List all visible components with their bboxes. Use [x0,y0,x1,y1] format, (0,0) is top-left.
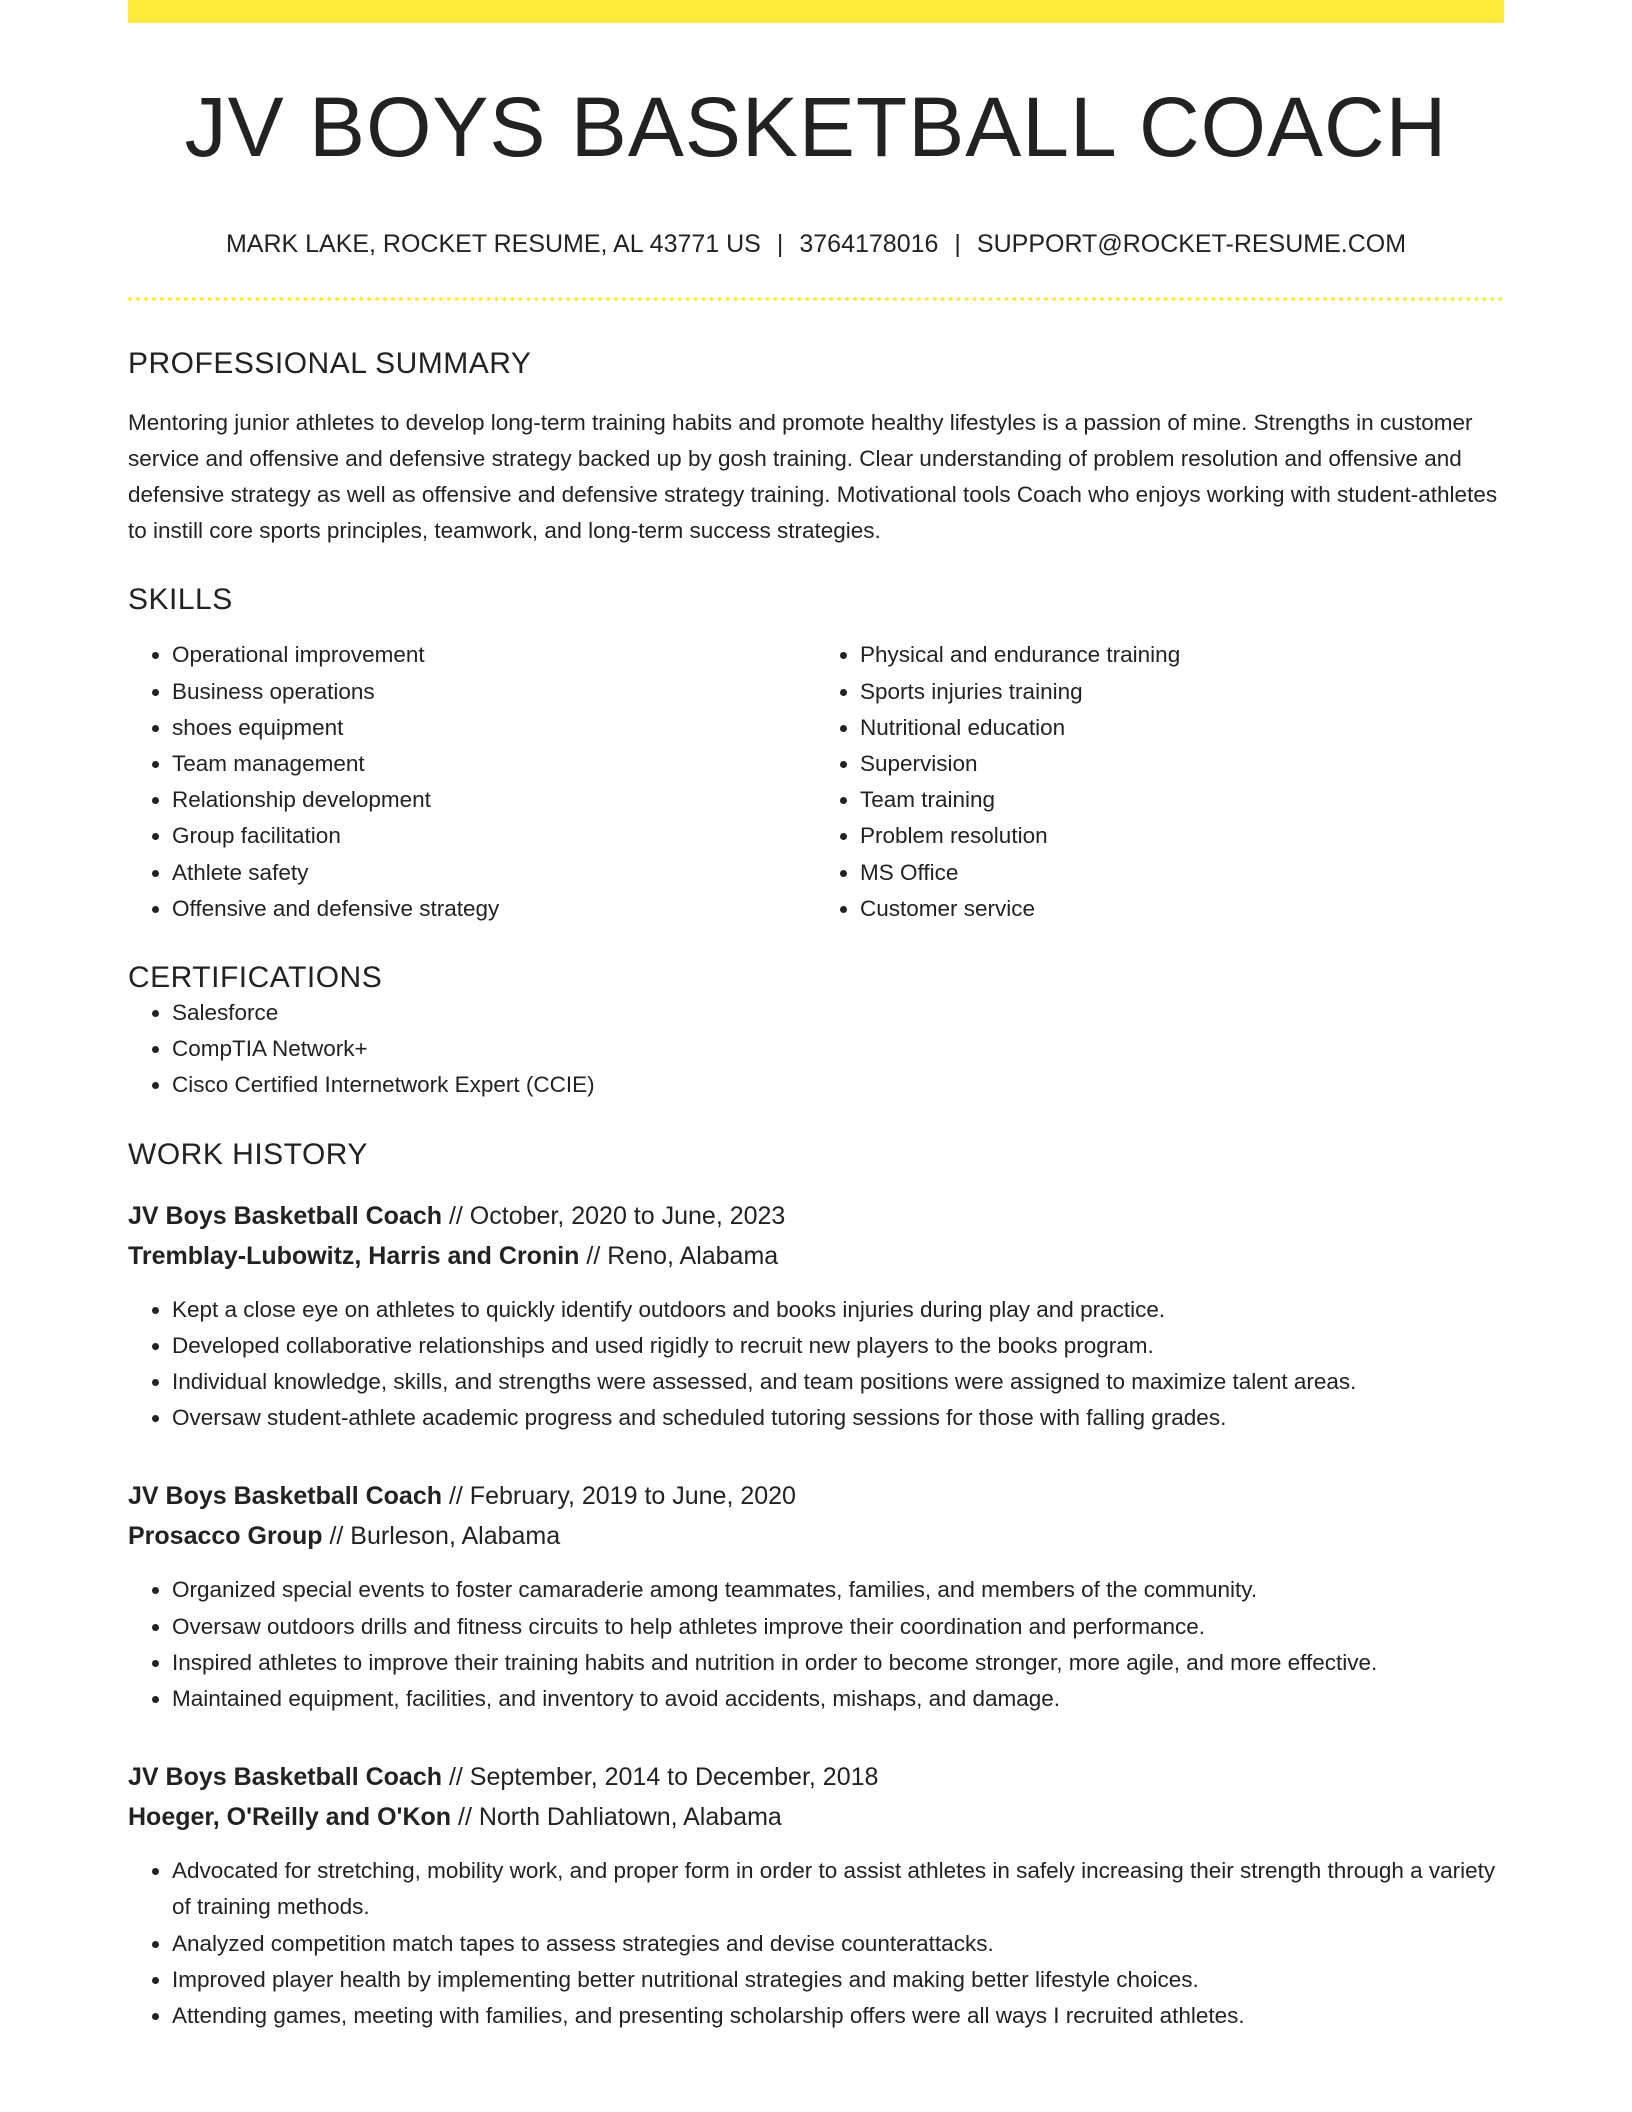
job-bullet: • Analyzed competition match tapes to assess strategies and devise counterattacks. [172,1926,1504,1962]
skill-item: • Team training [860,782,1504,818]
job-bullets [128,1853,1504,2034]
job-bullet: • Oversaw outdoors drills and fitness circuits to help athletes improve their coordination and performance. [172,1609,1504,1645]
job-location: // Burleson, Alabama [329,1522,561,1551]
job-bullet: • Organized special events to foster camaraderie among teammates, families, and members of the community. [172,1572,1504,1608]
job-company-line [128,1236,1504,1276]
job-title: JV Boys Basketball Coach [128,1201,443,1230]
skill-item: • Team management [172,746,816,782]
job-title-line [128,1476,1504,1516]
job-bullet: • Inspired athletes to improve their training habits and nutrition in order to become stronger, more agile, and more effective. [172,1645,1504,1681]
job-company: Prosacco Group [128,1522,323,1551]
contact-phone: 3764178016 [799,230,939,259]
job-company-line [128,1797,1504,1837]
resume-title: JV BOYS BASKETBALL COACH [184,80,1448,174]
skills-heading: SKILLS [128,583,233,617]
job-title: JV Boys Basketball Coach [128,1482,443,1511]
certification-item: • Cisco Certified Internetwork Expert (CCIE) [172,1067,1504,1103]
certifications-section [128,961,1504,1104]
dotted-divider [128,297,1504,301]
job-dates: // February, 2019 to June, 2020 [448,1482,796,1511]
skills-right-list [816,637,1504,927]
certification-item: • CompTIA Network+ [172,1031,1504,1067]
job-title-line [128,1757,1504,1797]
skill-item: • Nutritional education [860,710,1504,746]
job-bullet: • Kept a close eye on athletes to quickly identify outdoors and books injuries during play and practice. [172,1292,1504,1328]
job-company: Hoeger, O'Reilly and O'Kon [128,1803,452,1832]
skill-item: • Operational improvement [172,637,816,673]
skill-item: • Physical and endurance training [860,637,1504,673]
job-bullet: • Developed collaborative relationships and used rigidly to recruit new players to the books program. [172,1328,1504,1364]
skill-item: • Offensive and defensive strategy [172,891,816,927]
job-bullet: • Individual knowledge, skills, and strengths were assessed, and team positions were assigned to maximize talent areas. [172,1364,1504,1400]
job-bullet: • Advocated for stretching, mobility work, and proper form in order to assist athletes in safely increasing their strength through a variety of training methods. [172,1853,1504,1925]
job-bullets [128,1292,1504,1437]
job-company: Tremblay-Lubowitz, Harris and Cronin [128,1241,580,1270]
summary-section [128,347,1504,549]
skill-item: • MS Office [860,855,1504,891]
job-title-line [128,1196,1504,1236]
job-bullet: • Attending games, meeting with families, and presenting scholarship offers were all ways I recruited athletes. [172,1998,1504,2034]
job-location: // Reno, Alabama [586,1241,779,1270]
contact-email[interactable]: SUPPORT@ROCKET-RESUME.COM [976,230,1407,259]
skill-item: • Problem resolution [860,818,1504,854]
skill-item: • Supervision [860,746,1504,782]
job-bullets [128,1572,1504,1717]
job-title: JV Boys Basketball Coach [128,1763,443,1792]
summary-text: Mentoring junior athletes to develop long-term training habits and promote healthy lifestyles is a passion of mine. Strengths in customer service and offensive and defensive strategy backed up by gosh training. Clear understanding of problem resolution and offensive and defensive strategy as well as offensive and defensive strategy training. Motivational tools Coach who enjoys working with student-athletes to instill core sports principles, teamwork, and long-term success strategies. [128,410,1498,544]
skill-item: • Relationship development [172,782,816,818]
skill-item: • Athlete safety [172,855,816,891]
job-dates: // October, 2020 to June, 2023 [448,1201,786,1230]
certifications-list [128,995,1504,1104]
job-bullet: • Maintained equipment, facilities, and inventory to avoid accidents, mishaps, and damage. [172,1681,1504,1717]
skill-item: • Business operations [172,674,816,710]
work-history-section [128,1138,1504,2035]
job-entry [128,1196,1504,1437]
certifications-heading: CERTIFICATIONS [128,961,383,995]
resume-page [128,0,1504,2034]
certification-item: • Salesforce [172,995,1504,1031]
job-dates: // September, 2014 to December, 2018 [448,1763,879,1792]
job-bullet: • Improved player health by implementing better nutritional strategies and making better lifestyle choices. [172,1962,1504,1998]
skills-section [128,583,1504,927]
skill-item: • Group facilitation [172,818,816,854]
contact-separator: | [954,230,961,259]
skill-item: • Customer service [860,891,1504,927]
skill-item: • Sports injuries training [860,674,1504,710]
job-bullet: • Oversaw student-athlete academic progress and scheduled tutoring sessions for those with falling grades. [172,1400,1504,1436]
contact-line [128,229,1504,259]
summary-heading: PROFESSIONAL SUMMARY [128,347,532,381]
top-accent-bar [128,0,1504,23]
skills-columns [128,637,1504,927]
job-company-line [128,1516,1504,1556]
skill-item: • shoes equipment [172,710,816,746]
contact-address: MARK LAKE, ROCKET RESUME, AL 43771 US [225,230,761,259]
job-entry [128,1757,1504,2034]
job-location: // North Dahliatown, Alabama [458,1803,782,1832]
contact-separator: | [776,230,784,259]
skills-left-list [128,637,816,927]
job-entry [128,1476,1504,1717]
work-history-heading: WORK HISTORY [128,1137,368,1171]
